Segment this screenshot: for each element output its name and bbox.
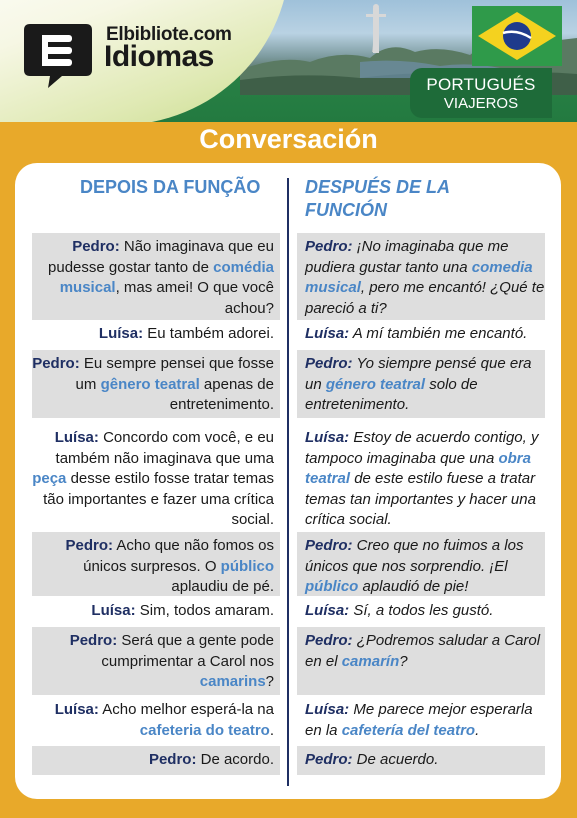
dialogue-text: aplaudiu de pé. (171, 578, 274, 595)
dialogue-line-es (297, 532, 545, 596)
vocabulary-term: comédia musical (59, 258, 274, 296)
dialogue-text: ? (399, 652, 408, 670)
dialogue-text: Me parece mejor esperarla en la (305, 701, 533, 739)
vocabulary-term: obra teatral (305, 449, 531, 487)
speaker-name: Pedro: (32, 355, 80, 372)
dialogue-text: Eu também adorei. (143, 325, 274, 342)
speaker-name: Pedro: (305, 355, 353, 372)
speaker-name: Pedro: (305, 537, 353, 554)
dialogue-line-pt (32, 233, 280, 320)
course-badge (410, 68, 552, 118)
column-divider (287, 178, 289, 786)
brand-site: Elbibliote.com (106, 24, 232, 45)
dialogue-text: Não imaginava que eu pudesse gostar tanto de (48, 238, 274, 276)
badge-level: VIAJEROS (443, 95, 519, 112)
vocabulary-term: cafeteria do teatro (139, 721, 270, 739)
dialogue-text: desse estilo fosse tratar temas tão importantes e fazer uma crítica social. (43, 470, 274, 528)
vocabulary-term: camarins (199, 673, 266, 690)
vocabulary-term: camarín (341, 652, 400, 670)
speaker-name: Pedro: (148, 751, 197, 768)
book-logo-icon (22, 18, 94, 90)
vocabulary-term: peça (32, 470, 67, 487)
dialogue-text: Concordo com você, e eu também não imaginava que uma (55, 429, 274, 467)
dialogue-line-pt (32, 532, 280, 596)
dialogue-text: Sim, todos amaram. (135, 602, 274, 619)
speaker-name: Pedro: (305, 238, 353, 255)
dialogue-text: , mas amei! O que você achou? (115, 279, 274, 317)
vocabulary-term: público (220, 557, 274, 575)
dialogue-line-pt (32, 696, 280, 746)
dialogue-text: . (475, 721, 480, 739)
dialogue-text: , pero me encantó! ¿Qué te pareció a ti? (305, 279, 545, 317)
dialogue-text: ¿Podremos saludar a Carol en el (305, 632, 541, 670)
vocabulary-term: comedia musical (305, 258, 533, 296)
dialogue-line-pt (32, 627, 280, 695)
speaker-name: Luísa: (305, 701, 350, 718)
speaker-name: Pedro: (305, 632, 353, 649)
dialogue-line-es (297, 627, 545, 695)
speaker-name: Pedro: (72, 238, 120, 255)
speaker-name: Luísa: (91, 602, 136, 619)
header (0, 0, 577, 122)
speaker-name: Luísa: (98, 325, 144, 342)
dialogue-line-pt (32, 424, 280, 526)
vocabulary-term: gênero teatral (100, 375, 200, 393)
badge-language: PORTUGUÉS (426, 75, 536, 94)
dialogue-line-pt (32, 320, 280, 350)
dialogue-line-pt (32, 597, 280, 627)
dialogue-text: Creo que no fuimos a los únicos que nos sorprendio. ¡El (305, 537, 524, 575)
dialogue-line-es (297, 320, 545, 350)
spanish-heading: DESPUÉS DE LA FUNCIÓN (305, 177, 450, 220)
dialogue-text: solo de entretenimento. (305, 375, 478, 413)
page-title: Conversación (199, 124, 378, 154)
speaker-name: Pedro: (69, 632, 118, 649)
dialogue-text: apenas de entretenimento. (169, 375, 274, 413)
dialogue-text: De acordo. (196, 751, 274, 768)
speaker-name: Luísa: (305, 325, 350, 342)
dialogue-line-es (297, 696, 545, 746)
dialogue-line-es (297, 233, 545, 320)
dialogue-line-pt (32, 746, 280, 775)
dialogue-text: A mí también me encantó. (349, 325, 528, 342)
vocabulary-term: género teatral (325, 375, 426, 393)
dialogue-text: Acho melhor esperá-la na (98, 701, 274, 718)
dialogue-line-es (297, 597, 545, 627)
portuguese-heading: DEPOIS DA FUNÇÃO (80, 177, 261, 197)
dialogue-line-es (297, 424, 545, 526)
brazil-flag-icon (472, 6, 562, 66)
speaker-name: Luísa: (54, 429, 99, 446)
speaker-name: Pedro: (65, 537, 114, 554)
vocabulary-term: cafetería del teatro (341, 721, 476, 739)
dialogue-text: . (269, 721, 274, 739)
dialogue-line-pt (32, 350, 280, 418)
brand-name: Idiomas (104, 40, 214, 73)
dialogue-text: Sí, a todos les gustó. (349, 602, 494, 619)
dialogue-text: De acuerdo. (352, 751, 439, 768)
dialogue-text: ¡No imaginaba que me pudiera gustar tanto una (305, 238, 509, 276)
dialogue-line-es (297, 746, 545, 775)
dialogue-text: de este estilo fuese a tratar temas tan importantes y hacer una crítica social. (305, 470, 536, 528)
dialogue-line-es (297, 350, 545, 418)
dialogue-text: Eu sempre pensei que fosse um (75, 355, 274, 393)
speaker-name: Luísa: (305, 429, 350, 446)
dialogue-text: Acho que não fomos os únicos surpresos. O (83, 537, 274, 575)
dialogue-text: Será que a gente pode cumprimentar a Carol nos (101, 632, 274, 670)
dialogue-text: ? (265, 673, 274, 690)
dialogue-text: aplaudió de pie! (358, 578, 469, 595)
dialogue-text: Yo siempre pensé que era un (305, 355, 532, 393)
dialogue-text: Estoy de acuerdo contigo, y tampoco imaginaba que una (305, 429, 539, 467)
speaker-name: Pedro: (305, 751, 353, 768)
speaker-name: Luísa: (54, 701, 99, 718)
speaker-name: Luísa: (305, 602, 350, 619)
vocabulary-term: público (305, 578, 359, 595)
